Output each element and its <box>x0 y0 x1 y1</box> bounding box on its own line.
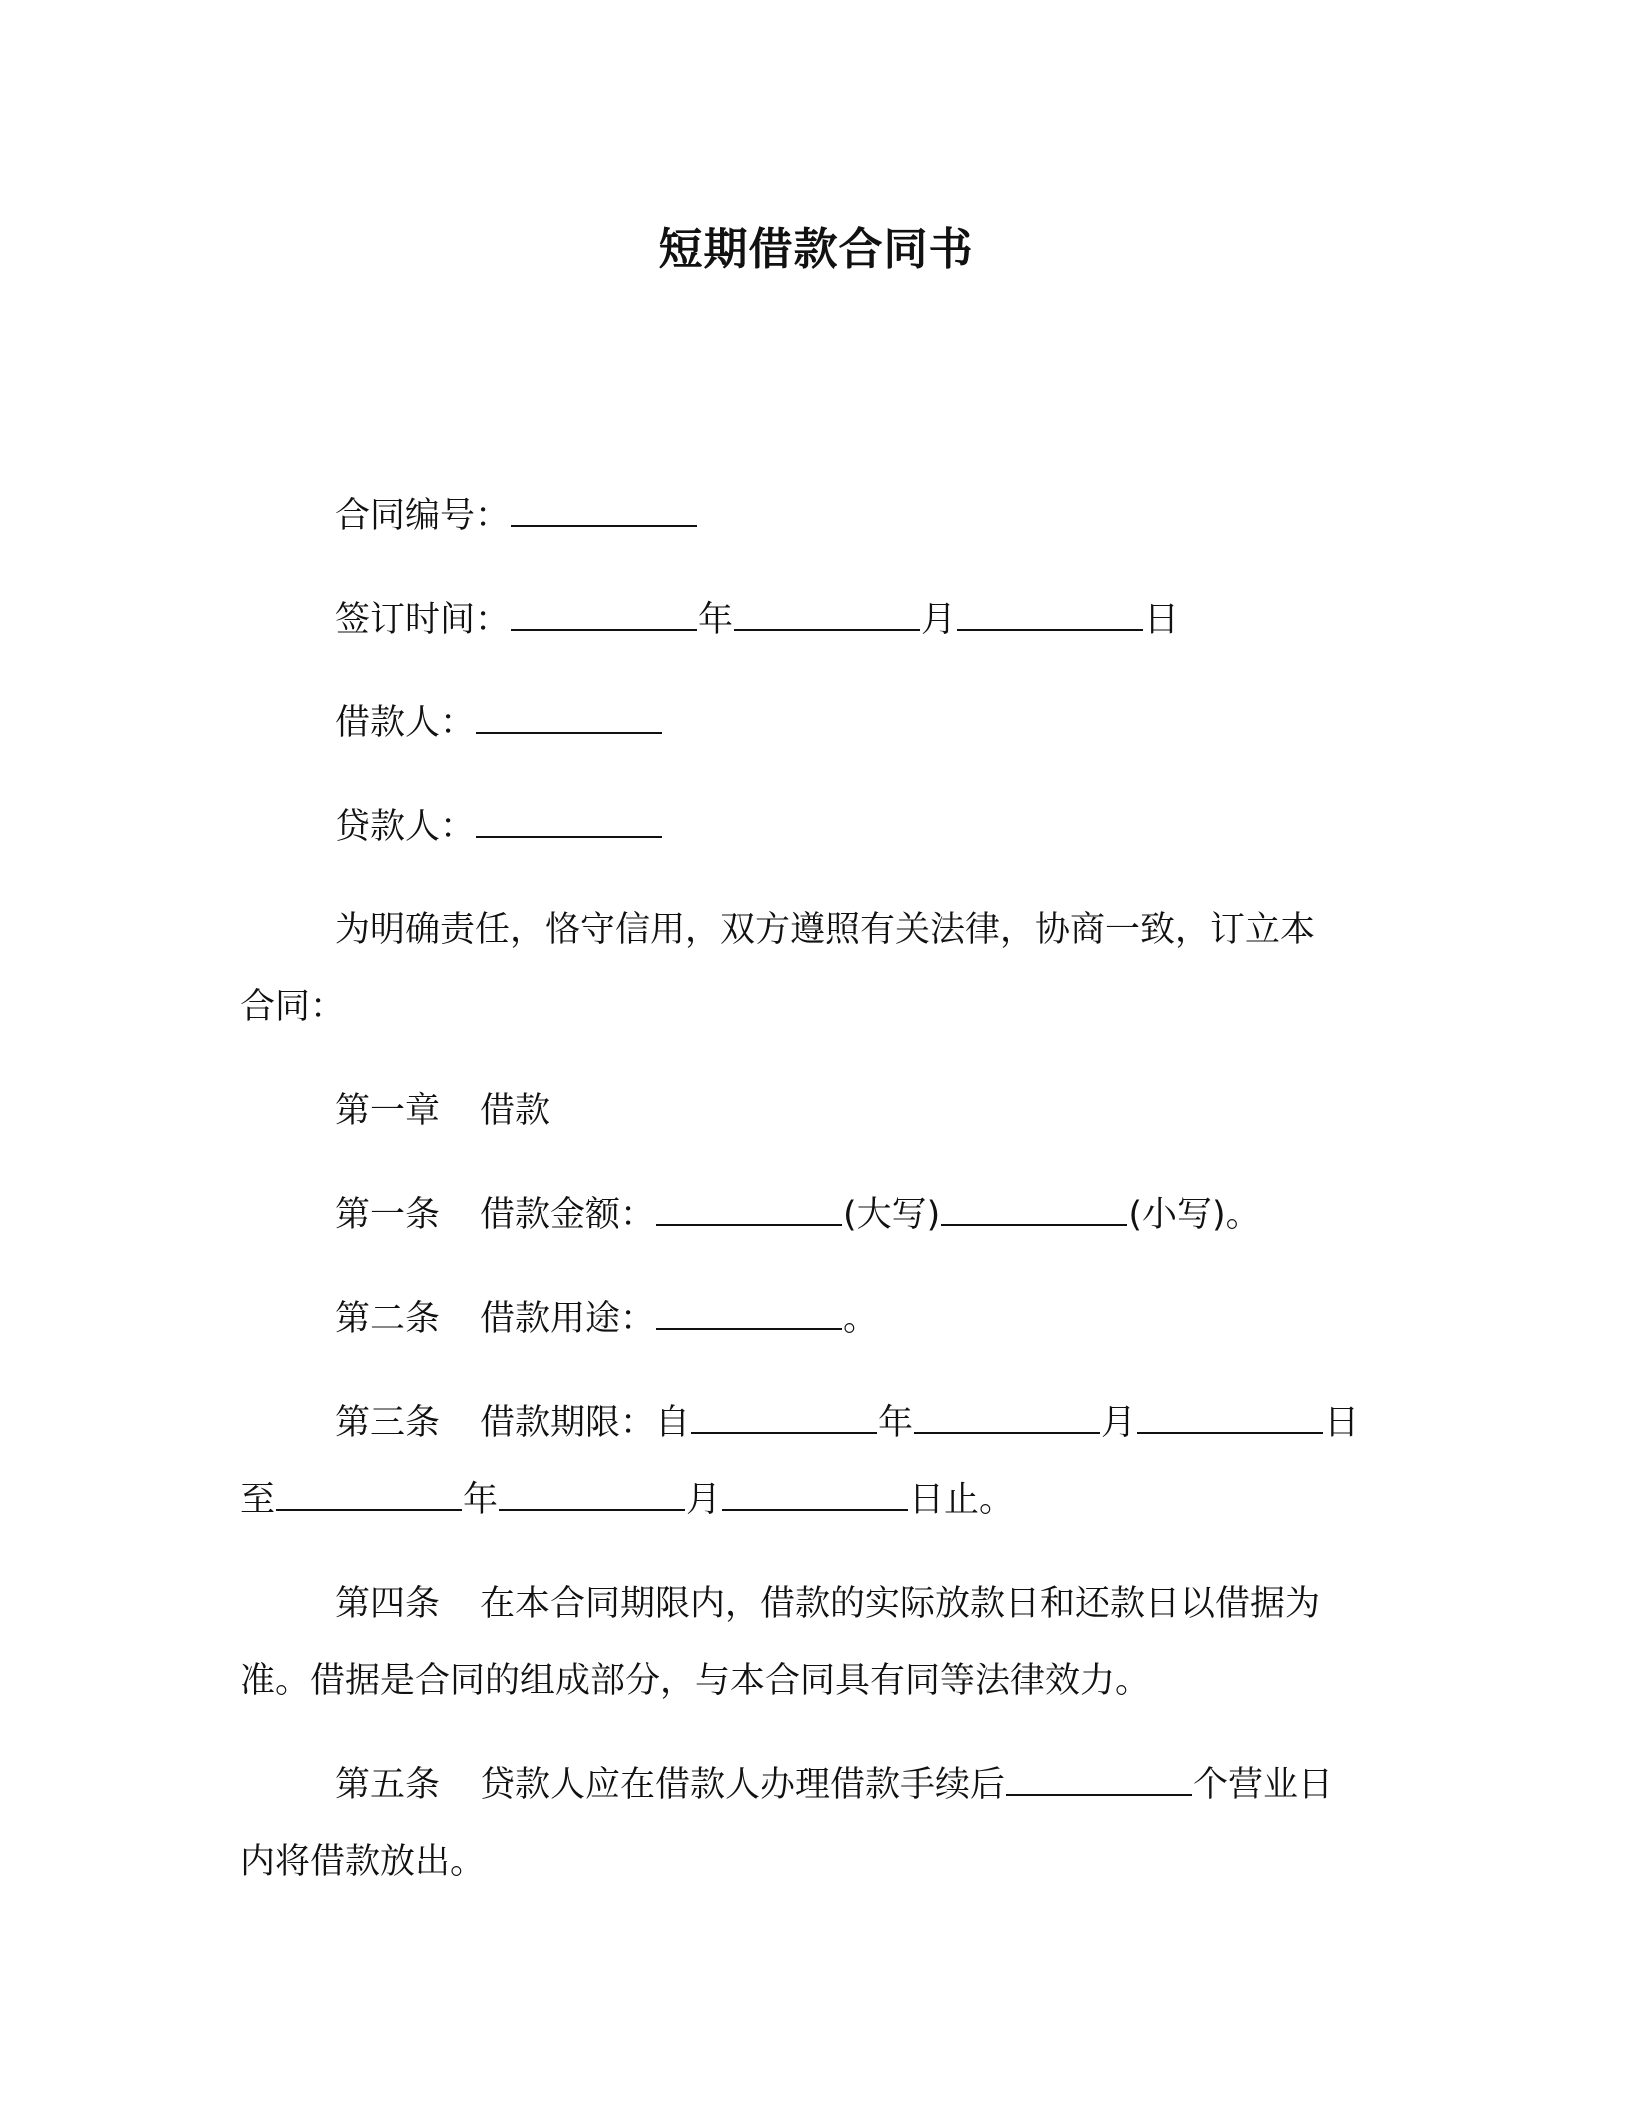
article-4-number: 第四条 <box>335 1584 441 1624</box>
purpose-blank <box>656 1298 842 1330</box>
amount-upper-blank <box>656 1194 842 1226</box>
signing-time-label: 签订时间： <box>335 600 511 640</box>
signing-month-blank <box>734 599 920 631</box>
preamble-line-1: 为明确责任，恪守信用，双方遵照有关法律，协商一致，订立本 <box>335 910 1316 950</box>
lender-label: 贷款人： <box>335 807 476 847</box>
article-2-label: 借款用途： <box>480 1299 656 1339</box>
start-year-blank <box>691 1402 877 1434</box>
end-month-blank <box>499 1479 685 1511</box>
article-3-line-2 <box>240 1477 1014 1523</box>
article-4-text-1: 在本合同期限内，借款的实际放款日和还款日以借据为 <box>480 1584 1321 1624</box>
article-5-line-2: 内将借款放出。 <box>240 1842 486 1882</box>
signing-day-label: 日 <box>1144 600 1180 640</box>
borrower-label: 借款人： <box>335 703 476 743</box>
article-4-line-1 <box>335 1581 1320 1627</box>
article-1-number: 第一条 <box>335 1195 441 1235</box>
article-2-end: 。 <box>843 1299 879 1339</box>
signing-year-blank <box>511 599 697 631</box>
end-day-blank <box>722 1479 908 1511</box>
borrower-blank <box>476 702 662 734</box>
article-3-to: 至 <box>240 1480 276 1520</box>
article-1 <box>335 1192 1261 1238</box>
amount-lower-blank <box>941 1194 1127 1226</box>
signing-month-label: 月 <box>921 600 957 640</box>
article-3-line-1 <box>335 1400 1359 1446</box>
article-1-label: 借款金额： <box>480 1195 656 1235</box>
signing-day-blank <box>957 599 1143 631</box>
amount-lower-label: (小写)。 <box>1128 1195 1261 1235</box>
article-3-number: 第三条 <box>335 1403 441 1443</box>
end-year-label: 年 <box>463 1480 499 1520</box>
document-title: 短期借款合同书 <box>658 224 974 275</box>
article-2 <box>335 1296 878 1342</box>
contract-number-blank <box>511 495 697 527</box>
signing-time-line <box>335 597 1179 643</box>
article-5-number: 第五条 <box>335 1765 441 1805</box>
end-month-label: 月 <box>686 1480 722 1520</box>
borrower-line <box>335 700 663 746</box>
article-5-text-after: 个营业日 <box>1193 1765 1334 1805</box>
contract-number-line <box>335 493 698 539</box>
article-3-label: 借款期限：自 <box>480 1403 691 1443</box>
contract-number-label: 合同编号： <box>335 496 511 536</box>
start-day-blank <box>1137 1402 1323 1434</box>
article-2-number: 第二条 <box>335 1299 441 1339</box>
chapter-1-number: 第一章 <box>335 1091 441 1131</box>
article-5-line-1 <box>335 1762 1333 1808</box>
chapter-1-name: 借款 <box>480 1091 551 1131</box>
article-5-text-before: 贷款人应在借款人办理借款手续后 <box>480 1765 1006 1805</box>
start-year-label: 年 <box>878 1403 914 1443</box>
lender-line <box>335 804 663 850</box>
start-day-label: 日 <box>1324 1403 1360 1443</box>
start-month-label: 月 <box>1101 1403 1137 1443</box>
business-days-blank <box>1006 1764 1192 1796</box>
amount-upper-label: (大写) <box>843 1195 941 1235</box>
end-day-label: 日止。 <box>909 1480 1015 1520</box>
end-year-blank <box>276 1479 462 1511</box>
start-month-blank <box>914 1402 1100 1434</box>
article-4-line-2: 准。借据是合同的组成部分，与本合同具有同等法律效力。 <box>240 1661 1151 1701</box>
chapter-1-heading <box>335 1088 550 1134</box>
preamble-line-2: 合同： <box>240 987 346 1027</box>
lender-blank <box>476 806 662 838</box>
signing-year-label: 年 <box>698 600 734 640</box>
